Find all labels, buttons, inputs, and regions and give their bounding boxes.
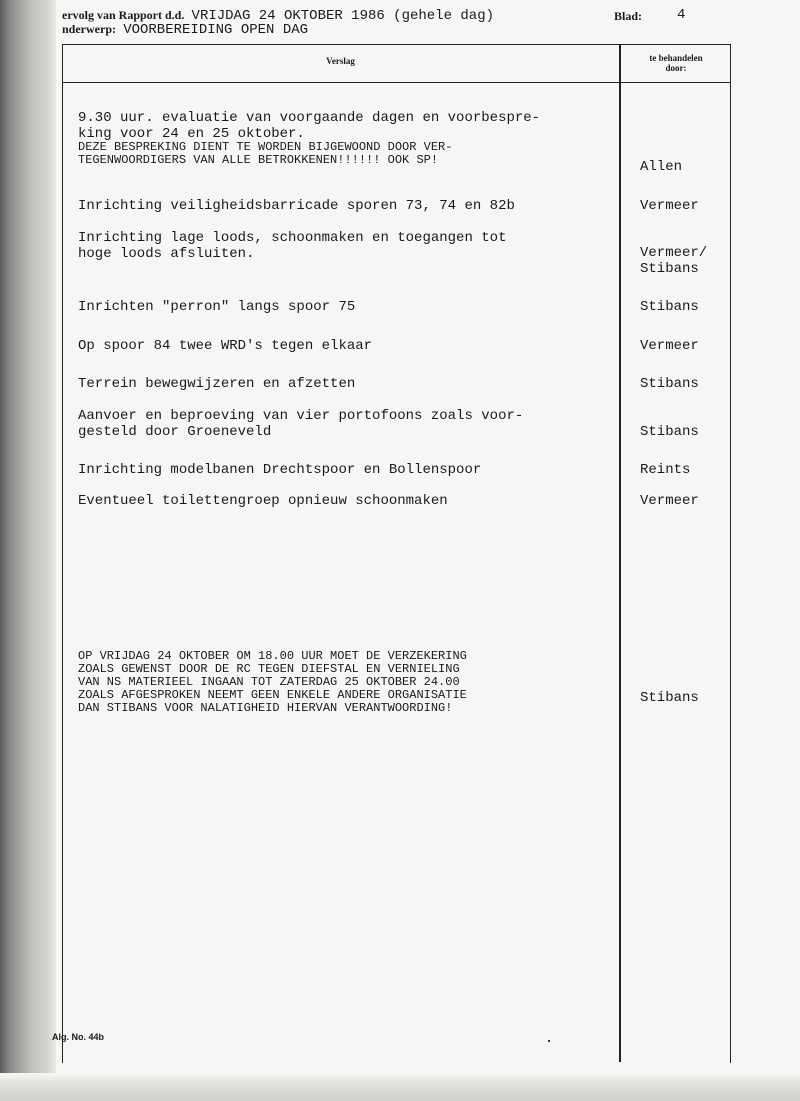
responsible-5: Stibans <box>640 376 699 392</box>
column-header-door: te behandelen door: <box>649 53 703 73</box>
responsible-4: Vermeer <box>640 338 699 354</box>
responsible-6: Stibans <box>640 424 699 440</box>
entry-evaluation: 9.30 uur. evaluatie van voorgaande dagen en voorbespre- king voor 24 en 25 oktober. <box>78 110 541 142</box>
entry-modelbanen: Inrichting modelbanen Drechtspoor en Bollenspoor <box>78 462 482 478</box>
subject-line <box>62 22 308 38</box>
responsible-8: Vermeer <box>640 493 699 509</box>
entry-portofoons: Aanvoer en beproeving van vier portofoons zoals voor- gesteld door Groeneveld <box>78 408 524 440</box>
report-date-value: VRIJDAG 24 OKTOBER 1986 (gehele dag) <box>191 8 494 24</box>
form-code: Alg. No. 44b <box>52 1032 105 1042</box>
ink-dot <box>548 1040 550 1042</box>
entry-bewegwijzering: Terrein bewegwijzeren en afzetten <box>78 376 356 392</box>
entry-lage-loods: Inrichting lage loods, schoonmaken en toegangen tot hoge loods afsluiten. <box>78 230 507 262</box>
entry-verzekering: OP VRIJDAG 24 OKTOBER OM 18.00 UUR MOET DE VERZEKERING ZOALS GEWENST DOOR DE RC TEGEN DIEFSTAL EN VERNIELING VAN NS MATERIEEL INGAAN TOT ZATERDAG 25 OKTOBER 24.00 ZOALS AFGESPROKEN NEEMT GEEN ENKELE ANDERE ORGANISATIE DAN STIBANS VOOR NALATIGHEID HIERVAN VERANTWOORDING! <box>78 649 467 715</box>
header-separator <box>62 82 731 83</box>
report-table <box>62 44 731 1063</box>
entry-perron: Inrichten "perron" langs spoor 75 <box>78 299 356 315</box>
column-divider <box>619 44 621 1062</box>
responsible-2: Vermeer/ Stibans <box>640 245 708 277</box>
responsible-0: Allen <box>640 159 683 175</box>
responsible-1: Vermeer <box>640 198 699 214</box>
adjacent-page-edge <box>0 0 56 1101</box>
entry-wrd: Op spoor 84 twee WRD's tegen elkaar <box>78 338 373 354</box>
subject-value: VOORBEREIDING OPEN DAG <box>123 22 309 38</box>
responsible-7: Reints <box>640 462 691 478</box>
entry-toiletten: Eventueel toilettengroep opnieuw schoonmaken <box>78 493 448 509</box>
page-bottom-edge <box>0 1073 800 1101</box>
subject-label: nderwerp: <box>62 22 116 36</box>
entry-meeting-notice: DEZE BESPREKING DIENT TE WORDEN BIJGEWOOND DOOR VER- TEGENWOORDIGERS VAN ALLE BETROKKENEN!!!!!! OOK SP! <box>78 140 453 167</box>
report-date-label: ervolg van Rapport d.d. <box>62 8 185 22</box>
entry-barricade: Inrichting veiligheidsbarricade sporen 73, 74 en 82b <box>78 198 515 214</box>
column-header-verslag: Verslag <box>326 56 355 66</box>
sheet-label: Blad: <box>614 9 643 23</box>
responsible-9: Stibans <box>640 690 699 706</box>
sheet-number: 4 <box>677 7 686 23</box>
responsible-3: Stibans <box>640 299 699 315</box>
